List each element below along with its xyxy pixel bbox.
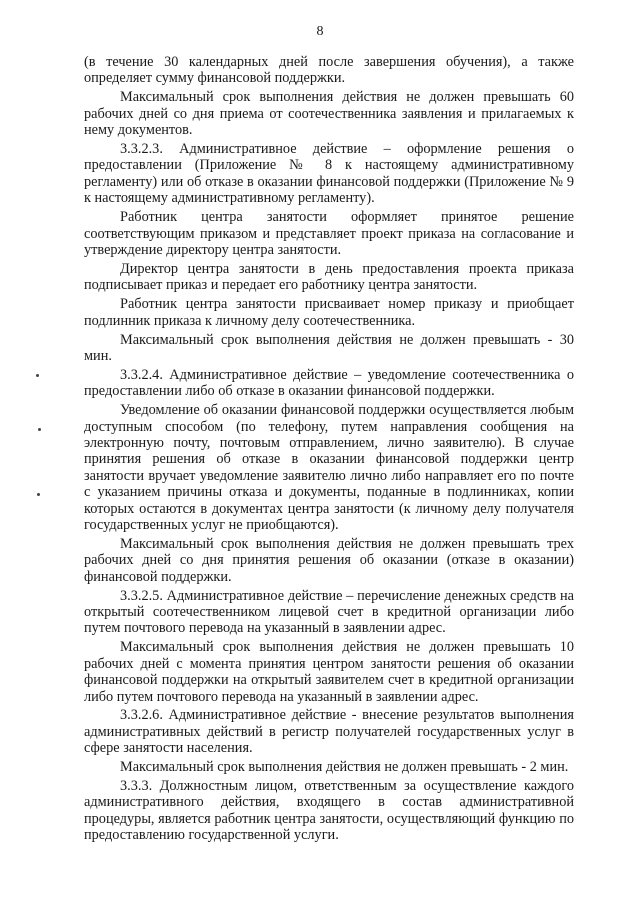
paragraph: 3.3.2.4. Административное действие – уведомление соотечественника о предоставлении либо об отказе в оказании финансовой поддержки. — [84, 366, 574, 400]
paragraph: 3.3.3. Должностным лицом, ответственным за осуществление каждого административного действия, входящего в состав административной процедуры, является работник центра занятости, осуществляющий функцию по предоставлению государственной услуги. — [84, 778, 574, 844]
scan-speck — [37, 493, 40, 496]
paragraph: Максимальный срок выполнения действия не должен превышать 10 рабочих дней с момента принятия центром занятости решения об оказании финансовой поддержки на открытый заявителем счет в кредитной организации либо путем почтового перевода на указанный в заявлении адрес. — [84, 639, 574, 705]
paragraph: Максимальный срок выполнения действия не должен превышать трех рабочих дней со дня принятия решения об оказании (отказе в оказании) финансовой поддержки. — [84, 535, 574, 585]
paragraph: Максимальный срок выполнения действия не должен превышать - 2 мин. — [120, 759, 569, 776]
page-number: 8 — [316, 24, 324, 39]
paragraph: Директор центра занятости в день предоставления проекта приказа подписывает приказ и передает его работнику центра занятости. — [84, 260, 574, 294]
scan-speck — [36, 374, 39, 377]
paragraph: 3.3.2.3. Административное действие – оформление решения о предоставлении (Приложение № 8 к настоящему административному регламенту) или об отказе в оказании финансовой поддержки (Приложение № 9 к настоящему административному регламенту). — [84, 141, 574, 207]
paragraph: 3.3.2.6. Административное действие - внесение результатов выполнения административных действий в регистр получателей государственных услуг в сфере занятости населения. — [84, 707, 574, 757]
scan-speck — [38, 428, 41, 431]
paragraph: Работник центра занятости оформляет принятое решение соответствующим приказом и представляет проект приказа на согласование и утверждение директору центра занятости. — [84, 209, 574, 258]
document-body — [84, 54, 574, 846]
paragraph: Максимальный срок выполнения действия не должен превышать - 30 мин. — [84, 331, 574, 364]
paragraph: Максимальный срок выполнения действия не должен превышать 60 рабочих дней со дня приема от соотечественника заявления и прилагаемых к нему документов. — [84, 89, 574, 139]
paragraph: (в течение 30 календарных дней после завершения обучения), а также определяет сумму финансовой поддержки. — [84, 54, 574, 87]
paragraph: Уведомление об оказании финансовой поддержки осуществляется любым доступным способом (по телефону, путем направления сообщения на электронную почту, почтовым отправлением, лично заявителю). В случае принятия решения об отказе в оказании финансовой поддержки центр занятости вручает уведомление заявителю лично либо направляет его по почте с указанием причины отказа и документы, поданные в подлинниках, копии которых остаются в документах центра занятости (к личному делу получателя государственных услуг не приобщаются). — [84, 402, 574, 533]
paragraph: Работник центра занятости присваивает номер приказу и приобщает подлинник приказа к личному делу соотечественника. — [84, 296, 574, 329]
paragraph: 3.3.2.5. Административное действие – перечисление денежных средств на открытый соотечественником лицевой счет в кредитной организации либо путем почтового перевода на указанный в заявлении адрес. — [84, 587, 574, 637]
